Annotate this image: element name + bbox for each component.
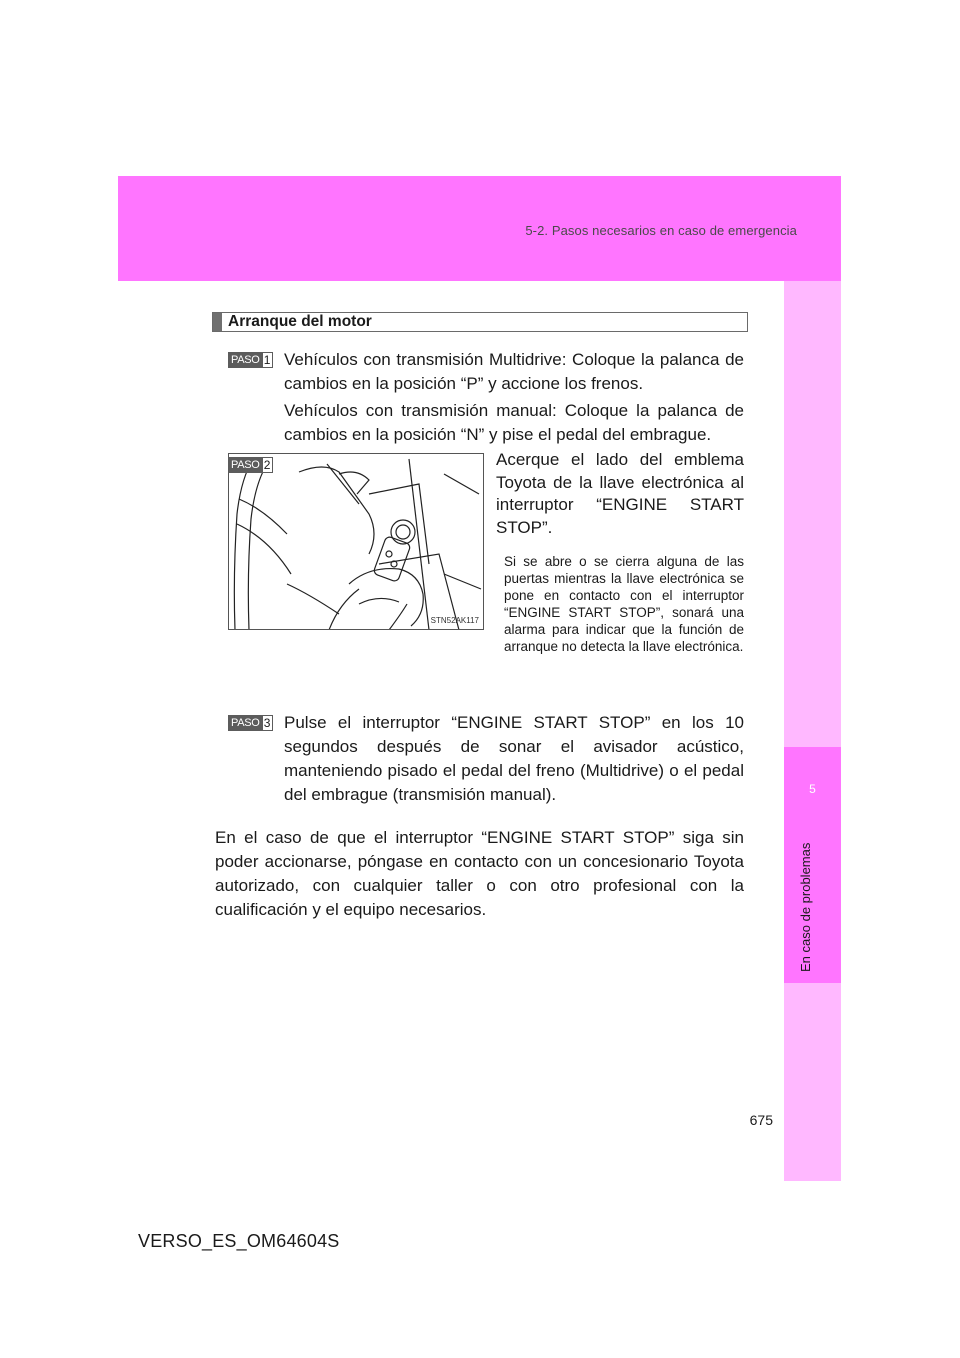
chapter-number: 5: [809, 782, 816, 796]
step-badge-3: [228, 715, 273, 731]
header-section-title: 5-2. Pasos necesarios en caso de emergencia: [525, 223, 797, 238]
step-badge-word: PASO: [228, 352, 262, 368]
heading-bar: [213, 313, 222, 331]
page-number: 675: [749, 1112, 773, 1128]
chapter-tab: [784, 747, 841, 983]
key-fob-switch-drawing: [229, 454, 484, 630]
illustration-code: STN52AK117: [430, 616, 479, 625]
step-badge-word: PASO: [228, 715, 262, 731]
step-badge-number: 3: [262, 715, 273, 731]
step-badge-1: [228, 352, 273, 368]
section-heading-label: Arranque del motor: [228, 313, 372, 330]
step-badge-number: 2: [262, 457, 273, 473]
closing-paragraph: En el caso de que el interruptor “ENGINE START STOP” siga sin poder accionarse, póngase en contacto con un concesionario Toyota autorizado, con cualquier taller o con otro profesional con la cualificación y el equipo necesarios.: [215, 828, 744, 919]
chapter-label: En caso de problemas: [798, 842, 813, 972]
step-3-text: Pulse el interruptor “ENGINE START STOP” en los 10 segundos después de sonar el avisador acústico, manteniendo pisado el pedal del freno (Multidrive) o el pedal del embrague (transmisión manual).: [284, 713, 744, 804]
step-2-note: Si se abre o se cierra alguna de las puertas mientras la llave electrónica se pone en contacto con el interruptor “ENGINE START STOP”, sonará una alarma para indicar que la función de arranque no detecta la llave electrónica.: [504, 554, 744, 654]
step-badge-number: 1: [262, 352, 273, 368]
key-illustration: [228, 453, 484, 630]
step-badge-word: PASO: [228, 457, 262, 473]
step-badge-2: [228, 457, 273, 473]
document-code: VERSO_ES_OM64604S: [138, 1231, 340, 1251]
section-heading: [212, 312, 748, 332]
header-band: [118, 176, 841, 281]
step-1-text-a: Vehículos con transmisión Multidrive: Coloque la palanca de cambios en la posición “P” y accione los frenos.: [284, 350, 744, 393]
step-1-text-b: Vehículos con transmisión manual: Coloque la palanca de cambios en la posición “N” y pise el pedal del embrague.: [284, 401, 744, 444]
step-2-text: Acerque el lado del emblema Toyota de la llave electrónica al interruptor “ENGINE START STOP”.: [496, 450, 744, 537]
side-strip: [784, 281, 841, 1181]
